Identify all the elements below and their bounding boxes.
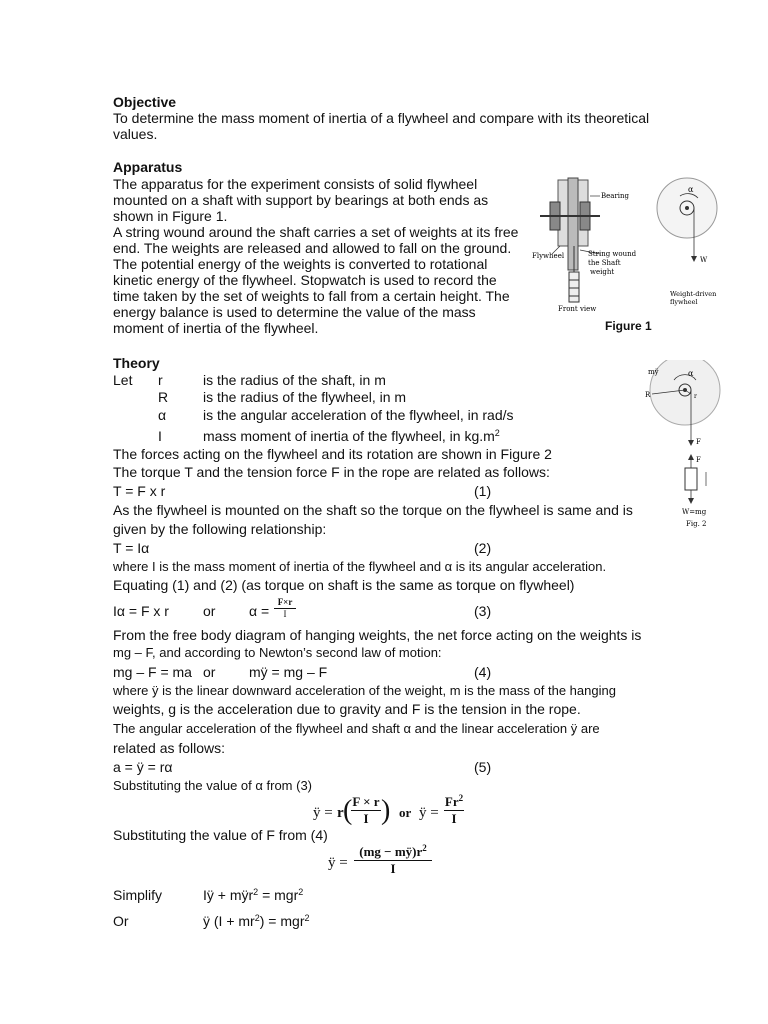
label-flywheel-2: flywheel — [670, 298, 698, 306]
equation-3-fraction — [274, 597, 296, 620]
apparatus-line: shown in Figure 1. — [113, 208, 228, 224]
text-line: Equating (1) and (2) (as torque on shaft is the same as torque on flywheel) — [113, 577, 575, 593]
label-flywheel: Flywheel — [532, 252, 565, 260]
label-alpha-2: α — [688, 369, 694, 378]
text-line: The torque T and the tension force F in the rope are related as follows: — [113, 464, 550, 480]
eqB-denominator: I — [390, 861, 396, 876]
paren-right: ) — [381, 795, 391, 826]
eqB-numerator: $(mg - mÿ)r^2$ — [354, 844, 432, 861]
figure-1-diagram — [530, 176, 725, 316]
label-w: W — [700, 256, 708, 264]
label-r: r — [694, 393, 697, 400]
equation-4-number: (4) — [474, 664, 492, 680]
objective-line-2: values. — [113, 126, 158, 142]
or-label: Or — [113, 913, 129, 929]
label-front-view: Front view — [558, 305, 597, 313]
def-symbol: α — [158, 407, 167, 423]
eqA-denominator-2: I — [451, 811, 457, 826]
objective-heading: Objective — [113, 94, 177, 110]
apparatus-heading: Apparatus — [113, 159, 183, 175]
equation-5: a = ÿ = rα — [113, 759, 173, 775]
apparatus-line: A string wound around the shaft carries a set of weights at its free — [113, 224, 519, 240]
def-description-inertia: mass moment of inertia of the flywheel, in $kg.m^2$ — [203, 428, 500, 444]
apparatus-line: end. The weights are released and allowed to fall on the ground. — [113, 240, 512, 256]
text-line: From the free body diagram of hanging weights, the net force acting on the weights is — [113, 627, 642, 643]
apparatus-line: time taken by the set of weights to fall from a certain height. The — [113, 288, 510, 304]
text-line: where I is the mass moment of inertia of the flywheel and α is its angular acceleration. — [113, 559, 607, 574]
def-inertia-text: mass moment of inertia of the flywheel, in kg.m — [203, 428, 495, 444]
text-line: Substituting the value of F from (4) — [113, 827, 328, 843]
text-line: Substituting the value of α from (3) — [113, 778, 312, 793]
apparatus-line: energy balance is used to determine the value of the mass — [113, 304, 476, 320]
eqA-numerator-2-text: Fr — [444, 794, 459, 809]
equation-1-number: (1) — [474, 483, 492, 499]
equation-4-left: mg – F = ma — [113, 664, 192, 680]
equation-4-or: or — [203, 664, 216, 680]
simplify-label: Simplify — [113, 887, 163, 903]
eqB-numerator-text: (mg − mÿ)r — [359, 844, 423, 859]
label-fig-2: Fig. 2 — [686, 520, 707, 528]
apparatus-line: The apparatus for the experiment consists of solid flywheel — [113, 176, 478, 192]
frac-denominator: I — [283, 609, 287, 619]
equation-2: T = Iα — [113, 540, 150, 556]
or-equation: ÿ $(I + mr^2) = mgr^2$ — [203, 913, 310, 929]
frac-numerator: F×r — [274, 597, 296, 609]
label-F-top: F — [696, 438, 701, 446]
def-symbol: I — [158, 428, 162, 444]
text-line: related as follows: — [113, 740, 226, 756]
equation-5-number: (5) — [474, 759, 492, 775]
label-m-yddot: mÿ — [648, 368, 659, 376]
text-line: where ÿ is the linear downward acceleration of the weight, m is the mass of the hanging — [113, 683, 616, 698]
eqB-fraction — [354, 844, 432, 877]
equation-2-number: (2) — [474, 540, 492, 556]
text-line: mg – F, and according to Newton’s second law of motion: — [113, 645, 442, 660]
apparatus-line: The potential energy of the weights is converted to rotational — [113, 256, 488, 272]
eqA-r: r — [337, 805, 344, 821]
def-symbol: r — [158, 372, 163, 388]
label-string-wound: String wound — [588, 250, 637, 258]
theory-heading: Theory — [113, 355, 160, 371]
label-bearing: Bearing — [601, 192, 630, 200]
text-line: As the flywheel is mounted on the shaft so the torque on the flywheel is same and is — [113, 502, 633, 518]
figure-1-caption: Figure 1 — [605, 319, 652, 333]
eqA-fraction-2 — [444, 794, 464, 827]
label-alpha: α — [688, 185, 694, 194]
text-line: The forces acting on the flywheel and its rotation are shown in Figure 2 — [113, 446, 552, 462]
equation-3-or: or — [203, 603, 216, 619]
apparatus-line: kinetic energy of the flywheel. Stopwatch is used to record the — [113, 272, 497, 288]
eqA-denominator: I — [363, 811, 369, 826]
def-description: is the radius of the shaft, in m — [203, 372, 386, 388]
eqB-lhs: ÿ = — [328, 855, 348, 871]
label-the-shaft: the Shaft — [588, 259, 621, 267]
label-W-mg: W=mg — [682, 508, 707, 516]
flywheel-disc — [568, 178, 578, 270]
equation-1: T = F x r — [113, 483, 166, 499]
def-description: is the angular acceleration of the flywheel, in rad/s — [203, 407, 514, 423]
hanging-weight — [685, 468, 697, 490]
text-line: weights, g is the acceleration due to gravity and F is the tension in the rope. — [113, 701, 581, 717]
eqA-or: or — [399, 805, 412, 820]
text-line: given by the following relationship: — [113, 521, 327, 537]
eqA-numerator-2: Fr$^2$ — [444, 793, 464, 809]
eqA-lhs: ÿ = — [313, 805, 333, 821]
figure-2-diagram — [640, 360, 745, 535]
or-eq-part-a: ÿ (I + mr — [203, 913, 255, 929]
text-line: The angular acceleration of the flywheel and shaft α and the linear acceleration ÿ are — [113, 721, 600, 736]
simplify-equation: Iÿ + mÿr$^2$ = mgr$^2$ — [203, 887, 304, 903]
label-R: R — [645, 391, 651, 399]
simplify-eq-part-a: Iÿ + mÿr — [203, 887, 254, 903]
or-eq-part-b: ) = mgr — [259, 913, 305, 929]
objective-line-1: To determine the mass moment of inertia of a flywheel and compare with its theoretical — [113, 110, 650, 126]
equation-3-number: (3) — [474, 603, 492, 619]
paren-left: ( — [343, 795, 353, 826]
weight-stack — [569, 272, 579, 302]
equation-3-alpha: α = — [249, 603, 270, 619]
simplify-eq-part-b: = mgr — [258, 887, 299, 903]
apparatus-line: moment of inertia of the flywheel. — [113, 320, 319, 336]
apparatus-line: mounted on a shaft with support by bearings at both ends as — [113, 192, 489, 208]
equation-3-left: Iα = F x r — [113, 603, 169, 619]
label-F-bottom: F — [696, 456, 701, 464]
eqA-fraction — [351, 794, 381, 827]
def-symbol: R — [158, 389, 169, 405]
label-weight: weight — [590, 268, 615, 276]
def-description: is the radius of the flywheel, in m — [203, 389, 407, 405]
equation-4-right: mÿ = mg – F — [249, 664, 328, 680]
eqA-lhs-2: ÿ = — [419, 805, 439, 821]
eqA-numerator: F × r — [352, 794, 380, 809]
let-label: Let — [113, 372, 133, 388]
label-weight-driven: Weight-driven — [670, 290, 717, 298]
flywheel-fbd — [650, 360, 720, 425]
